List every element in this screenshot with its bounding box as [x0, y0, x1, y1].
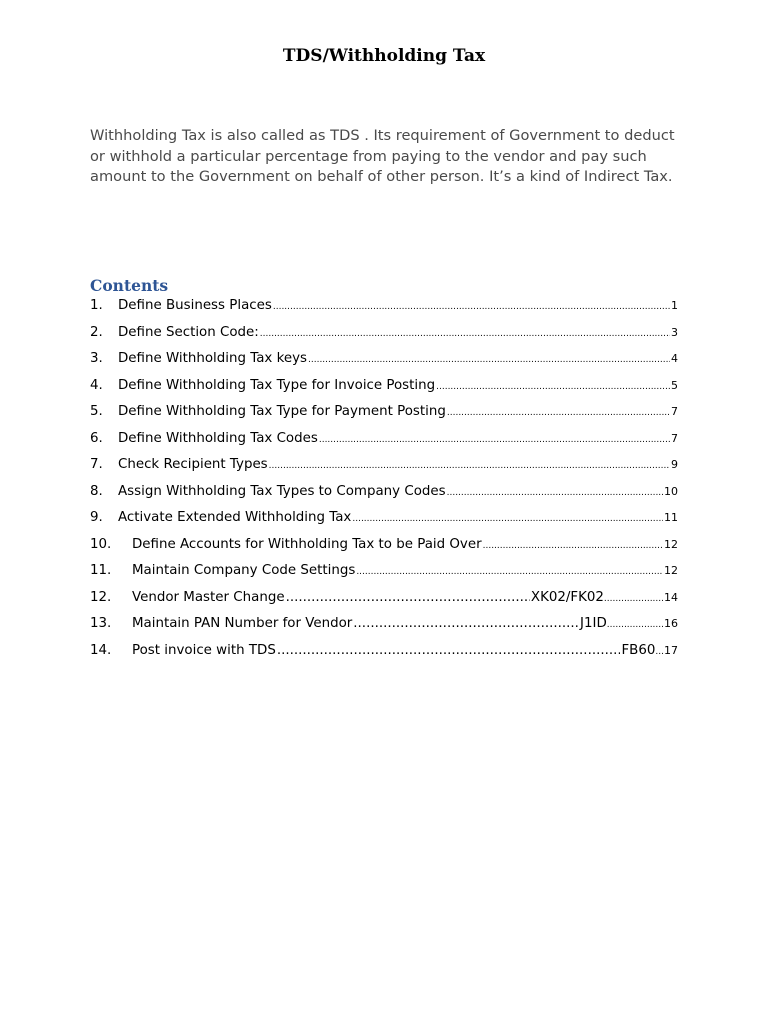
toc-entry-page: 12	[664, 537, 678, 551]
table-of-contents	[90, 298, 678, 669]
toc-dot-leader	[353, 616, 579, 631]
toc-entry[interactable]	[90, 537, 678, 564]
toc-entry-title: Define Withholding Tax Codes	[118, 430, 318, 446]
toc-dot-leader: .....................	[603, 593, 664, 604]
toc-entry-page: 9	[671, 458, 678, 471]
toc-entry-page: 14	[664, 590, 678, 604]
toc-entry-number: 10.	[90, 536, 112, 552]
toc-entry-title: Define Business Places	[118, 298, 272, 313]
toc-entry[interactable]	[90, 563, 678, 590]
toc-entry-number: 2.	[90, 324, 103, 340]
toc-entry[interactable]	[90, 325, 678, 352]
toc-entry-page: 5	[671, 378, 678, 392]
toc-entry-title: Check Recipient Types	[118, 457, 268, 472]
toc-entry-number: 11.	[90, 563, 112, 578]
toc-dot-leader	[447, 408, 670, 418]
toc-entry[interactable]	[90, 457, 678, 484]
toc-entry-title: Define Withholding Tax Type for Payment Posting	[118, 404, 446, 419]
page-title: TDS/Withholding Tax	[282, 46, 486, 66]
toc-dot-leader: ....................	[606, 620, 664, 630]
toc-entry[interactable]	[90, 431, 678, 458]
toc-entry-transaction-code: J1ID	[580, 616, 607, 631]
toc-dot-leader	[260, 329, 670, 339]
toc-entry-page: 10	[664, 484, 678, 498]
toc-entry-title: Post invoice with TDS	[132, 642, 276, 658]
toc-entry[interactable]	[90, 404, 678, 431]
toc-entry-transaction-code: XK02/FK02	[530, 589, 604, 605]
toc-dot-leader: ...	[655, 646, 664, 657]
toc-entry[interactable]	[90, 484, 678, 511]
toc-entry-title: Activate Extended Withholding Tax	[118, 510, 352, 525]
toc-dot-leader	[447, 488, 663, 498]
toc-dot-leader	[269, 461, 670, 471]
toc-entry-number: 13.	[90, 616, 112, 631]
toc-entry-number: 9.	[90, 510, 103, 525]
toc-entry-title: Maintain Company Code Settings	[132, 563, 356, 578]
toc-entry[interactable]	[90, 510, 678, 537]
toc-entry-page: 7	[671, 431, 678, 445]
toc-entry-number: 5.	[90, 404, 103, 419]
toc-entry-page: 1	[671, 299, 678, 312]
toc-entry-number: 8.	[90, 483, 103, 499]
toc-entry-page: 7	[671, 405, 678, 418]
toc-entry-number: 4.	[90, 377, 103, 393]
toc-entry-number: 3.	[90, 351, 103, 366]
toc-entry[interactable]	[90, 378, 678, 405]
toc-entry-number: 1.	[90, 298, 103, 313]
toc-entry-title: Define Withholding Tax keys	[118, 351, 307, 366]
toc-dot-leader	[308, 355, 670, 365]
contents-heading: Contents	[90, 276, 169, 295]
toc-entry-title: Define Withholding Tax Type for Invoice Posting	[118, 377, 436, 393]
toc-dot-leader	[319, 435, 670, 445]
toc-dot-leader	[436, 382, 670, 392]
toc-entry[interactable]	[90, 643, 678, 670]
toc-entry-title: Vendor Master Change	[132, 589, 285, 605]
toc-dot-leader	[273, 302, 670, 312]
toc-entry-page: 11	[664, 511, 678, 524]
toc-entry-page: 3	[671, 325, 678, 339]
toc-entry-page: 4	[671, 352, 678, 365]
toc-entry-transaction-code: FB60	[621, 642, 656, 658]
intro-paragraph: Withholding Tax is also called as TDS . Its requirement of Government to deduct or withhold a particular percentage from paying to the vendor and pay such amount to the Government on behalf of other person. It’s a kind of Indirect Tax.	[90, 127, 675, 186]
toc-dot-leader	[352, 514, 663, 524]
toc-entry-title: Assign Withholding Tax Types to Company Codes	[118, 483, 446, 499]
toc-entry-page: 12	[664, 564, 678, 577]
toc-dot-leader	[483, 541, 663, 551]
toc-entry-number: 12.	[90, 589, 112, 605]
toc-dot-leader	[277, 643, 621, 658]
toc-entry-page: 17	[664, 643, 678, 657]
toc-entry-title: Maintain PAN Number for Vendor	[132, 616, 353, 631]
toc-dot-leader	[356, 567, 663, 577]
toc-entry-title: Define Section Code:	[118, 324, 259, 340]
toc-entry[interactable]	[90, 616, 678, 643]
toc-entry[interactable]	[90, 590, 678, 617]
toc-entry[interactable]	[90, 298, 678, 325]
toc-entry-number: 14.	[90, 642, 112, 658]
toc-entry-page: 16	[664, 617, 678, 630]
toc-entry-number: 7.	[90, 457, 103, 472]
toc-entry-title: Define Accounts for Withholding Tax to be Paid Over	[132, 536, 482, 552]
toc-entry[interactable]	[90, 351, 678, 378]
toc-entry-number: 6.	[90, 430, 103, 446]
toc-dot-leader	[286, 590, 530, 605]
